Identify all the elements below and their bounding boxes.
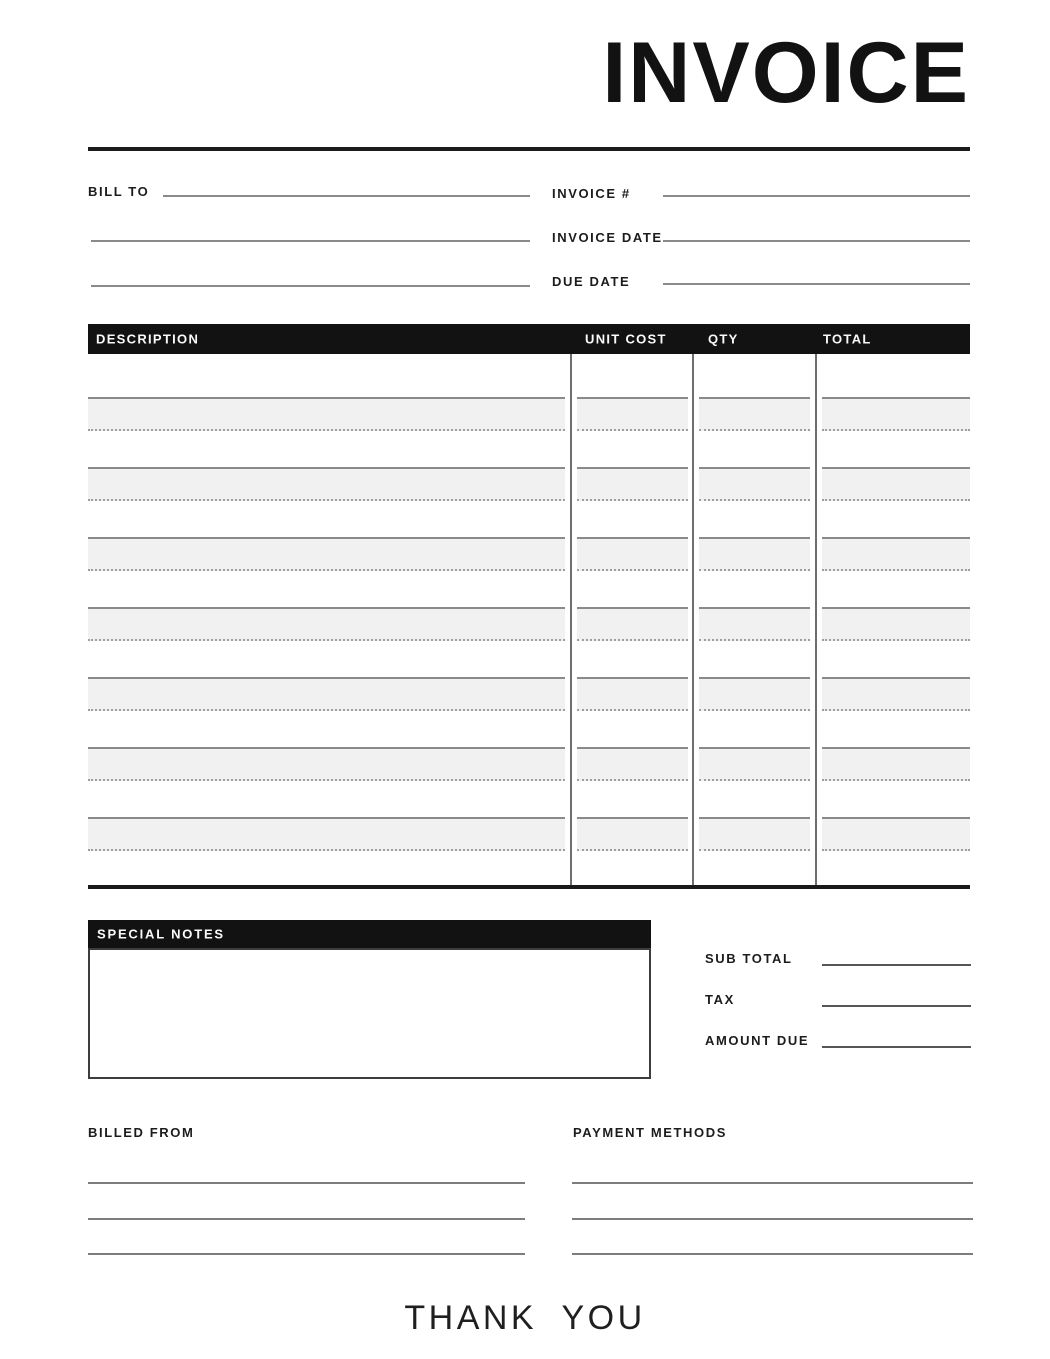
table-row	[88, 571, 970, 641]
table-row	[88, 431, 970, 501]
items-table-rows	[88, 354, 970, 851]
qty-cell-rule	[699, 677, 810, 711]
unit-cost-cell-rule	[577, 747, 688, 781]
invoice-number-label: INVOICE #	[552, 186, 631, 201]
bill-to-line-1[interactable]	[163, 195, 530, 197]
unit-cost-cell-rule	[577, 817, 688, 851]
description-cell-rule	[88, 397, 565, 431]
billed-from-line-2[interactable]	[88, 1218, 525, 1220]
total-cell-rule	[822, 677, 970, 711]
table-row	[88, 361, 970, 431]
description-column-header: DESCRIPTION	[96, 331, 200, 347]
total-cell-rule	[822, 397, 970, 431]
column-divider	[692, 354, 694, 885]
bill-to-label: BILL TO	[88, 184, 150, 199]
invoice-date-label: INVOICE DATE	[552, 230, 663, 245]
description-cell-rule	[88, 467, 565, 501]
special-notes-box[interactable]	[88, 948, 651, 1079]
special-notes-header	[88, 920, 651, 948]
description-cell-rule	[88, 747, 565, 781]
invoice-date-line[interactable]	[663, 240, 970, 242]
billed-from-line-3[interactable]	[88, 1253, 525, 1255]
qty-cell-rule	[699, 817, 810, 851]
qty-cell-rule	[699, 467, 810, 501]
payment-methods-line-1[interactable]	[572, 1182, 973, 1184]
due-date-line[interactable]	[663, 283, 970, 285]
unit-cost-cell-rule	[577, 397, 688, 431]
amount-due-label: AMOUNT DUE	[705, 1033, 810, 1048]
total-cell-rule	[822, 537, 970, 571]
total-cell-rule	[822, 607, 970, 641]
unit-cost-cell-rule	[577, 677, 688, 711]
tax-label: TAX	[705, 992, 735, 1007]
table-row	[88, 711, 970, 781]
unit-cost-cell-rule	[577, 607, 688, 641]
description-cell-rule	[88, 817, 565, 851]
header-rule	[88, 147, 970, 151]
payment-methods-line-2[interactable]	[572, 1218, 973, 1220]
amount-due-line[interactable]	[822, 1046, 971, 1048]
qty-cell-rule	[699, 397, 810, 431]
invoice-number-line[interactable]	[663, 195, 970, 197]
qty-cell-rule	[699, 747, 810, 781]
qty-cell-rule	[699, 607, 810, 641]
description-cell-rule	[88, 607, 565, 641]
column-divider	[815, 354, 817, 885]
items-table-header	[88, 324, 970, 354]
table-row	[88, 781, 970, 851]
payment-methods-label: PAYMENT METHODS	[573, 1125, 728, 1140]
due-date-label: DUE DATE	[552, 274, 631, 289]
total-cell-rule	[822, 747, 970, 781]
table-row	[88, 501, 970, 571]
unit-cost-cell-rule	[577, 467, 688, 501]
billed-from-label: BILLED FROM	[88, 1125, 195, 1140]
total-column-header: TOTAL	[823, 331, 872, 347]
page-title: INVOICE	[602, 25, 970, 121]
subtotal-label: SUB TOTAL	[705, 951, 793, 966]
special-notes-label: SPECIAL NOTES	[97, 926, 225, 942]
column-divider	[570, 354, 572, 885]
thank-you-text: THANK YOU	[404, 1299, 646, 1337]
total-cell-rule	[822, 817, 970, 851]
bill-to-line-2[interactable]	[91, 240, 530, 242]
description-cell-rule	[88, 677, 565, 711]
description-cell-rule	[88, 537, 565, 571]
billed-from-line-1[interactable]	[88, 1182, 525, 1184]
bill-to-line-3[interactable]	[91, 285, 530, 287]
total-cell-rule	[822, 467, 970, 501]
qty-column-header: QTY	[708, 331, 739, 347]
unit-cost-cell-rule	[577, 537, 688, 571]
unit-cost-column-header: UNIT COST	[585, 331, 667, 347]
tax-line[interactable]	[822, 1005, 971, 1007]
qty-cell-rule	[699, 537, 810, 571]
payment-methods-line-3[interactable]	[572, 1253, 973, 1255]
table-row	[88, 641, 970, 711]
items-table-body	[88, 354, 970, 889]
subtotal-line[interactable]	[822, 964, 971, 966]
